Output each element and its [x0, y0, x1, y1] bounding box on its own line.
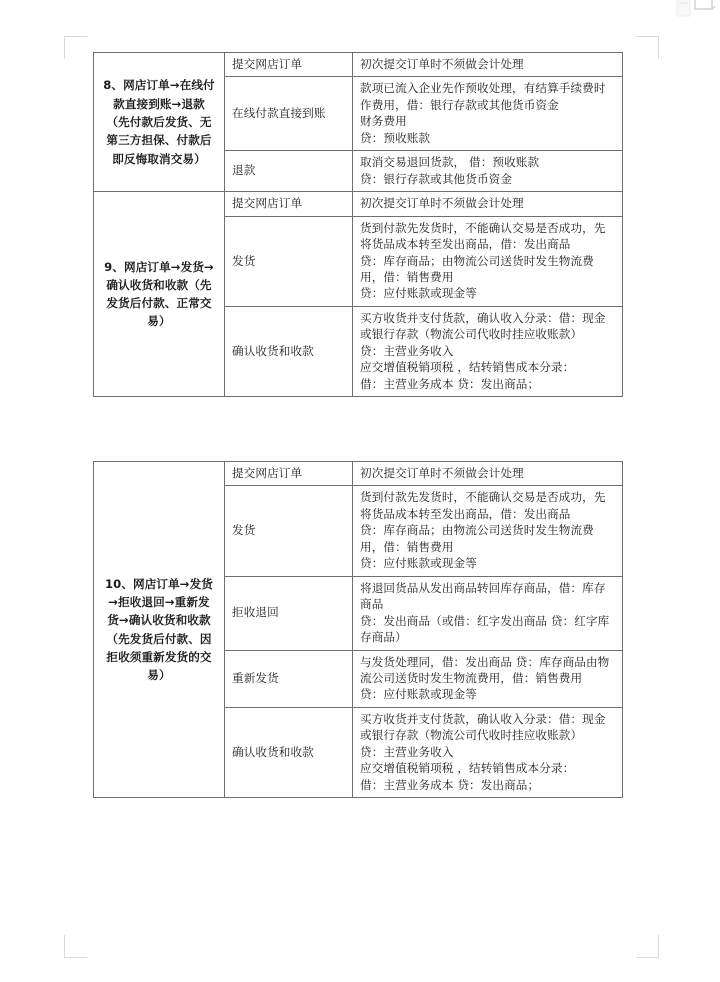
accounting-table-8-9	[93, 52, 623, 397]
step-cell: 退款	[225, 151, 353, 192]
detail-line: 借：主营业务成本 贷：发出商品；	[360, 376, 540, 391]
detail-line: 应交增值税销项税 ，结转销售成本分录：	[360, 761, 575, 776]
step-cell: 发货	[225, 486, 353, 576]
detail-cell	[353, 216, 623, 306]
scenario-cell-10: 10、网店订单→发货→拒收退回→重新发货→确认收货和收款（先发货后付款、因拒收须重新发货的交易）	[94, 462, 225, 798]
detail-line: 贷：银行存款或其他货币资金	[360, 171, 513, 186]
step-cell: 提交网店订单	[225, 462, 353, 486]
step-cell: 确认收货和收款	[225, 707, 353, 797]
detail-line: 初次提交订单时不须做会计处理	[360, 57, 524, 71]
step-cell: 重新发货	[225, 650, 353, 707]
detail-line: 财务费用	[360, 114, 407, 129]
step-cell: 确认收货和收款	[225, 306, 353, 396]
scenario-cell-8: 8、网店订单→在线付款直接到账→退款（先付款后发货、无第三方担保、付款后即反悔取消交易）	[94, 53, 225, 192]
page-margin-mark-top-right	[636, 36, 659, 59]
detail-cell	[353, 151, 623, 192]
detail-line: 买方收货并支付货款，确认收入分录：借：现金或银行存款（物流公司代收时挂应收账款）	[360, 711, 606, 743]
step-cell: 发货	[225, 216, 353, 306]
detail-line: 初次提交订单时不须做会计处理	[360, 196, 524, 211]
detail-line: 应交增值税销项税 ，结转销售成本分录：	[360, 360, 575, 375]
detail-line: 贷：预收账款	[360, 130, 431, 145]
detail-line: 取消交易退回货款， 借：预收账款	[360, 155, 540, 170]
detail-line: 货到付款先发货时，不能确认交易是否成功，先将货品成本转至发出商品，借：发出商品	[360, 220, 606, 252]
detail-line: 款项已流入企业先作预收处理，有结算手续费时作费用，借：银行存款或其他货币资金	[360, 81, 606, 112]
detail-cell	[353, 462, 623, 486]
detail-line: 贷：库存商品；由物流公司送货时发生物流费用，借：销售费用	[360, 523, 594, 554]
detail-line: 贷：库存商品；由物流公司送货时发生物流费用，借：销售费用	[360, 253, 594, 284]
detail-cell	[353, 306, 623, 396]
document-page-icon	[676, 0, 716, 20]
detail-cell	[353, 486, 623, 576]
detail-cell	[353, 192, 623, 216]
detail-line: 买方收货并支付货款，确认收入分录：借：现金或银行存款（物流公司代收时挂应收账款）	[360, 310, 606, 342]
detail-cell	[353, 576, 623, 650]
step-cell: 提交网店订单	[225, 192, 353, 216]
detail-line: 贷：应付账款或现金等	[360, 556, 477, 571]
accounting-table-10	[93, 461, 623, 798]
step-cell: 在线付款直接到账	[225, 77, 353, 151]
detail-line: 初次提交订单时不须做会计处理	[360, 466, 524, 480]
table-row	[94, 53, 623, 77]
detail-line: 借：主营业务成本 贷：发出商品；	[360, 777, 540, 792]
detail-cell	[353, 53, 623, 77]
detail-line: 贷：主营业务收入	[360, 744, 454, 759]
detail-line: 贷：应付账款或现金等	[360, 286, 477, 301]
scenario-cell-9: 9、网店订单→发货→确认收货和收款（先发货后付款、正常交易）	[94, 192, 225, 397]
page-margin-mark-bottom-right	[636, 935, 659, 958]
detail-cell	[353, 77, 623, 151]
step-cell: 拒收退回	[225, 576, 353, 650]
detail-cell	[353, 650, 623, 707]
detail-line: 贷：主营业务收入	[360, 343, 454, 358]
table-row	[94, 462, 623, 486]
detail-line: 货到付款先发货时，不能确认交易是否成功，先将货品成本转至发出商品，借：发出商品	[360, 490, 606, 521]
page-margin-mark-top-left	[64, 36, 87, 59]
detail-cell	[353, 707, 623, 797]
detail-line: 贷：应付账款或现金等	[360, 687, 477, 702]
step-cell: 提交网店订单	[225, 53, 353, 77]
detail-line: 将退回货品从发出商品转回库存商品，借：库存商品	[360, 580, 606, 612]
detail-line: 贷：发出商品（或借：红字发出商品 贷：红字库存商品）	[360, 613, 610, 645]
page-margin-mark-bottom-left	[64, 935, 87, 958]
table-row	[94, 192, 623, 216]
detail-line: 与发货处理同，借：发出商品 贷：库存商品由物流公司送货时发生物流费用，借：销售费用	[360, 654, 610, 685]
